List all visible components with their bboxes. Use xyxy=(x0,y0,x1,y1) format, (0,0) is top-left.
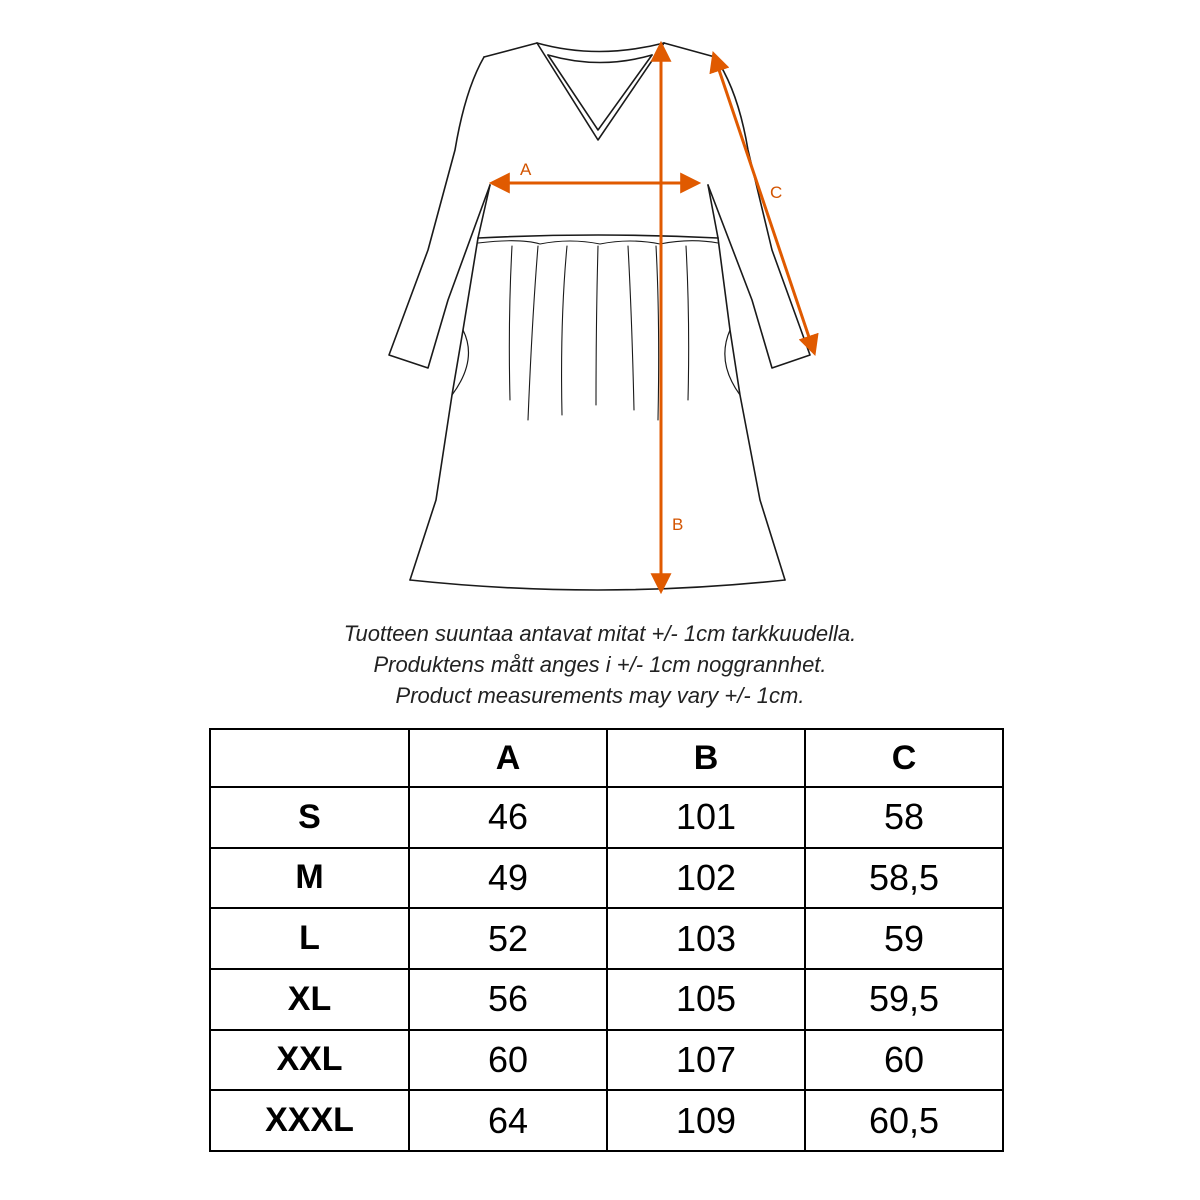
table-row xyxy=(210,969,1003,1030)
value-c: 60,5 xyxy=(805,1090,1003,1151)
header-size xyxy=(210,729,409,787)
value-a: 56 xyxy=(409,969,607,1030)
bodice-right-side xyxy=(708,185,718,238)
value-a: 49 xyxy=(409,848,607,909)
left-pocket xyxy=(452,330,468,395)
value-c: 58,5 xyxy=(805,848,1003,909)
measure-b-label: B xyxy=(672,515,684,534)
neckline xyxy=(537,43,664,52)
waist-seam xyxy=(478,235,718,238)
value-a: 64 xyxy=(409,1090,607,1151)
value-b: 105 xyxy=(607,969,805,1030)
note-swedish: Produktens mått anges i +/- 1cm noggrannhet. xyxy=(373,652,827,677)
size-cell: L xyxy=(210,908,409,969)
note-finnish: Tuotteen suuntaa antavat mitat +/- 1cm tarkkuudella. xyxy=(343,621,857,646)
header-b: B xyxy=(607,729,805,787)
value-c: 59 xyxy=(805,908,1003,969)
value-b: 103 xyxy=(607,908,805,969)
right-shoulder xyxy=(664,43,715,57)
table-header-row xyxy=(210,729,1003,787)
left-shoulder xyxy=(484,43,537,57)
size-cell: XXL xyxy=(210,1030,409,1091)
waist-gathers xyxy=(478,241,718,244)
value-b: 109 xyxy=(607,1090,805,1151)
size-cell: S xyxy=(210,787,409,848)
header-c: C xyxy=(805,729,1003,787)
hem xyxy=(410,580,785,590)
measure-a-label: A xyxy=(520,160,532,179)
value-a: 46 xyxy=(409,787,607,848)
value-a: 60 xyxy=(409,1030,607,1091)
table-row xyxy=(210,1030,1003,1091)
table-row xyxy=(210,908,1003,969)
left-sleeve xyxy=(389,57,490,368)
value-b: 107 xyxy=(607,1030,805,1091)
size-cell: XL xyxy=(210,969,409,1030)
value-c: 58 xyxy=(805,787,1003,848)
neckline-v-inner xyxy=(548,55,652,130)
dress-outline xyxy=(389,43,810,590)
value-a: 52 xyxy=(409,908,607,969)
note-english: Product measurements may vary +/- 1cm. xyxy=(395,683,805,708)
table-row xyxy=(210,848,1003,909)
skirt-right-side xyxy=(718,238,785,580)
value-b: 101 xyxy=(607,787,805,848)
right-sleeve xyxy=(708,57,810,368)
size-cell: XXXL xyxy=(210,1090,409,1151)
measure-c-arrow xyxy=(714,55,814,352)
size-cell: M xyxy=(210,848,409,909)
measure-c-label: C xyxy=(770,183,783,202)
size-table xyxy=(209,728,1004,1152)
value-b: 102 xyxy=(607,848,805,909)
table-row xyxy=(210,1090,1003,1151)
value-c: 59,5 xyxy=(805,969,1003,1030)
value-c: 60 xyxy=(805,1030,1003,1091)
table-row xyxy=(210,787,1003,848)
header-a: A xyxy=(409,729,607,787)
skirt-left-side xyxy=(410,238,478,580)
measurement-notes xyxy=(0,618,1200,711)
neckline-binding xyxy=(548,55,652,63)
